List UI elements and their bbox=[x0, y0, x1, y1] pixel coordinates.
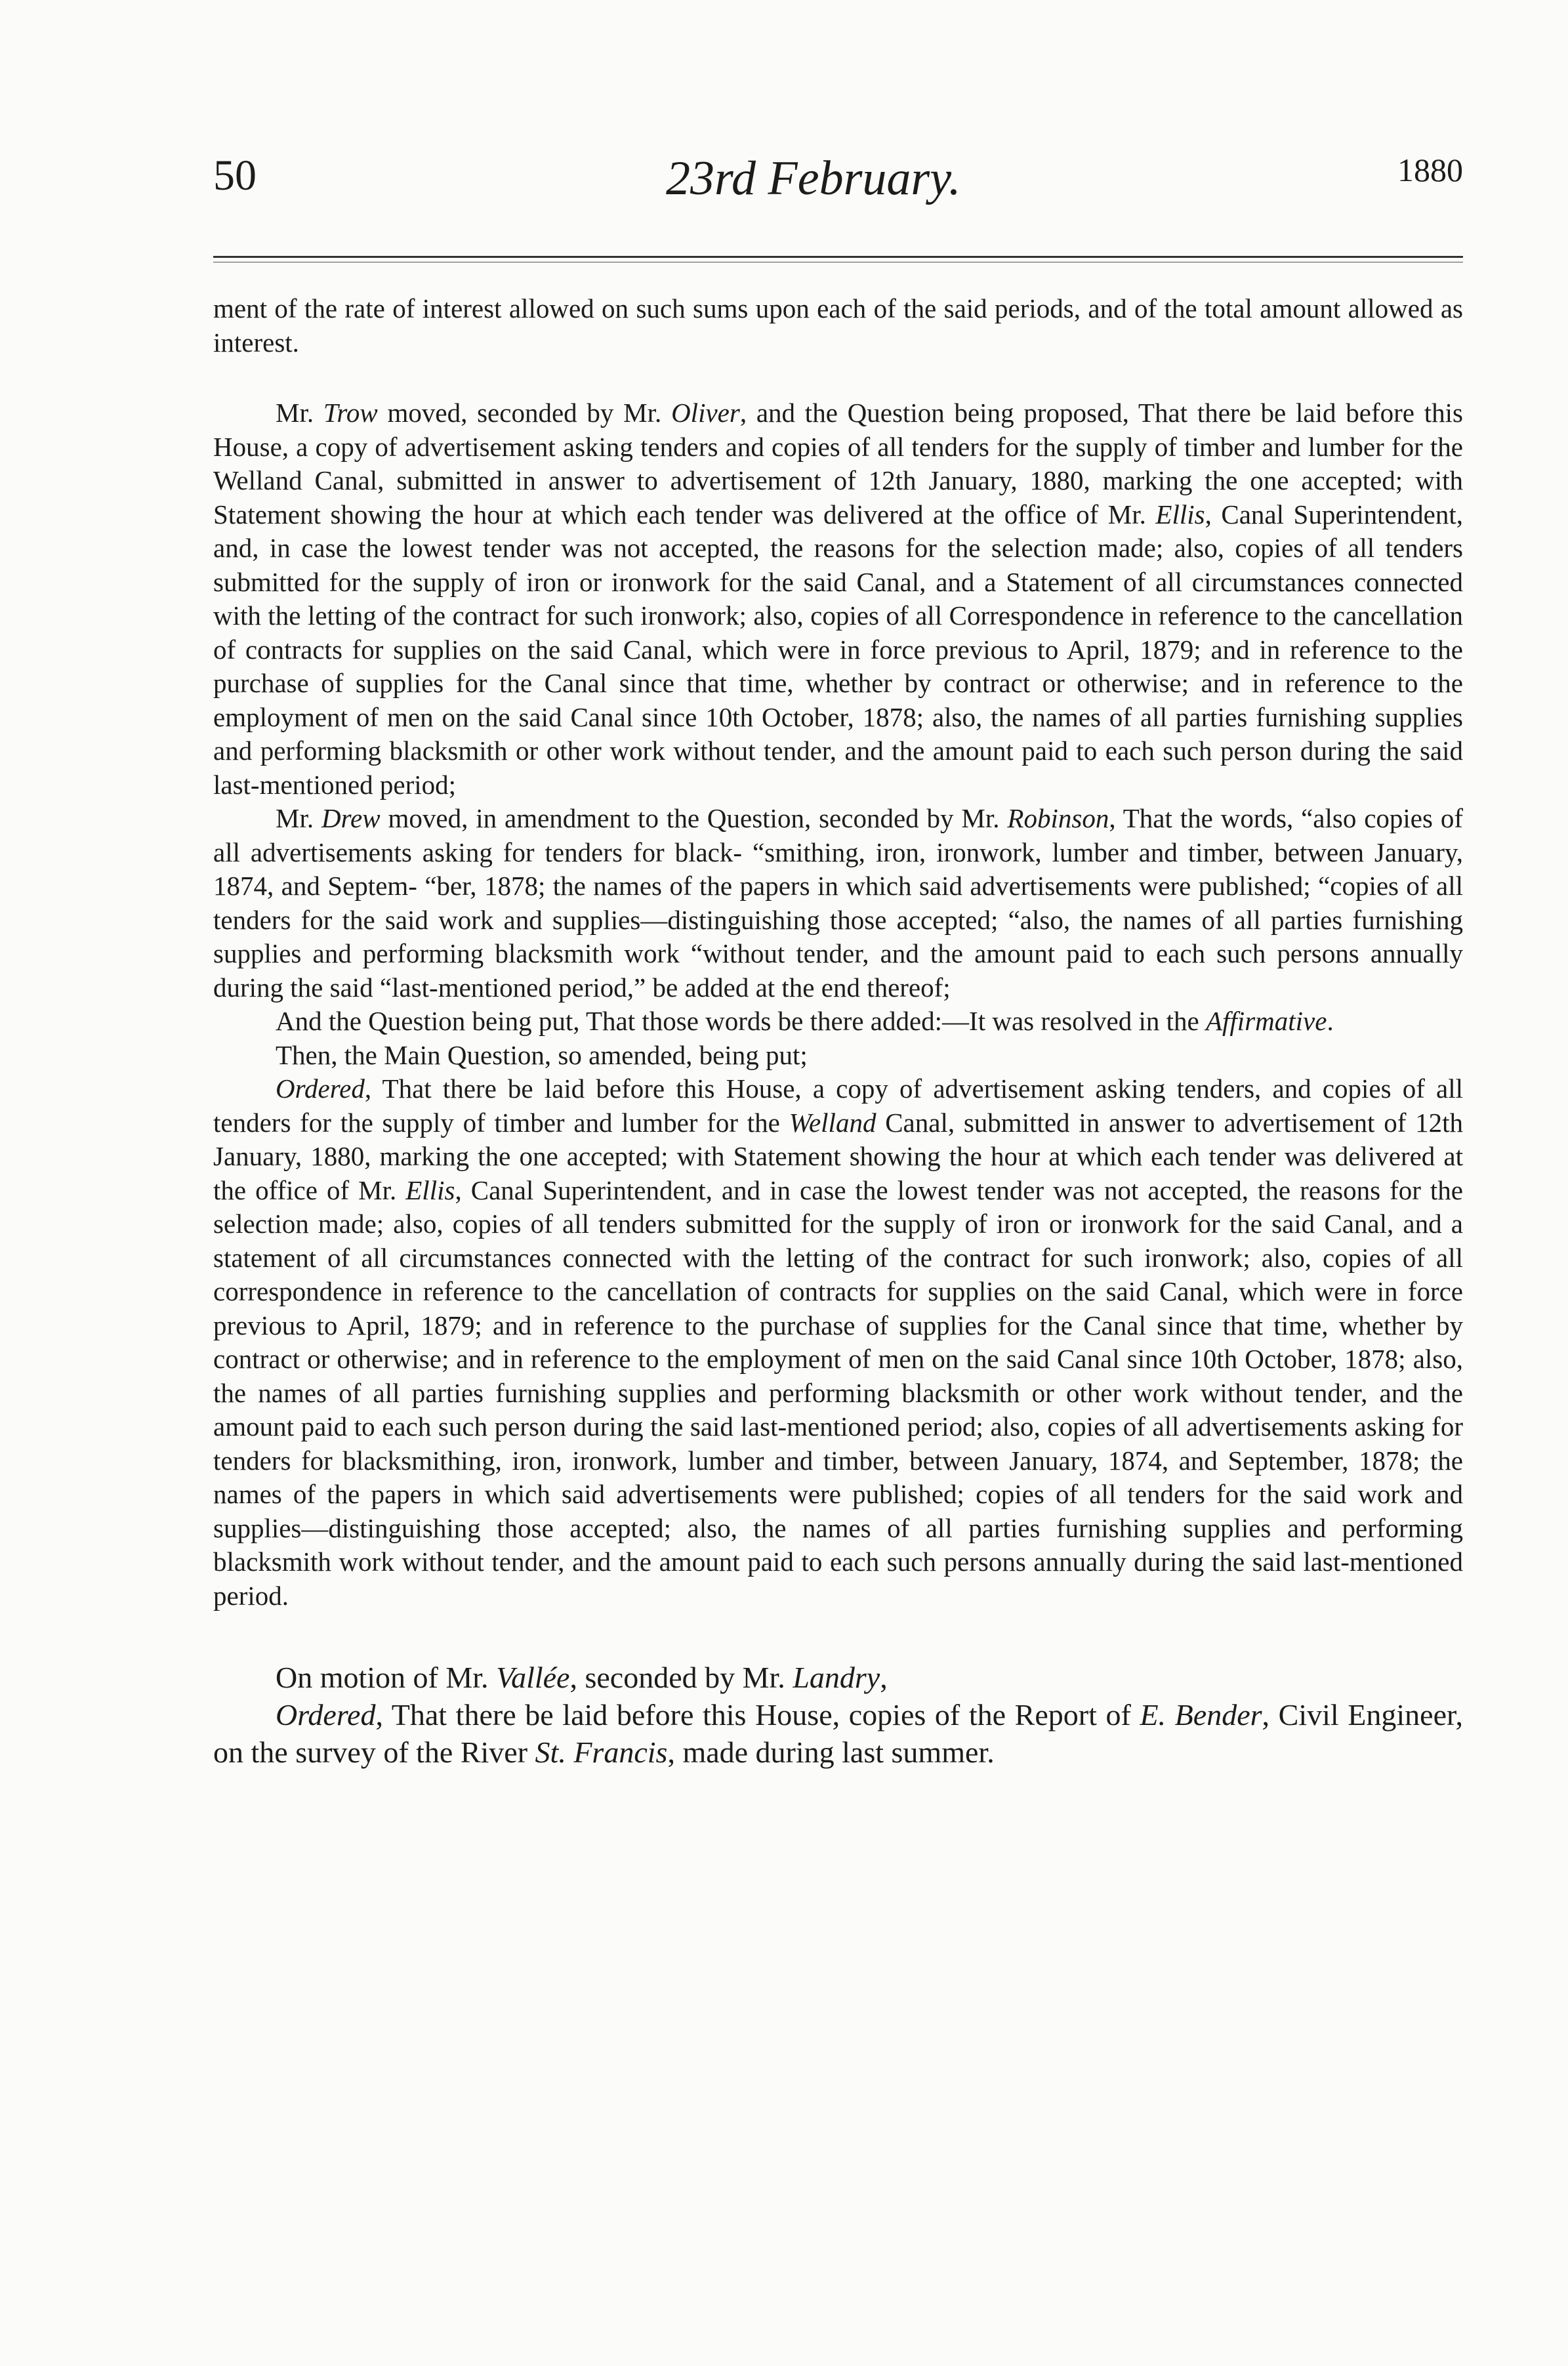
page-year: 1880 bbox=[1397, 152, 1463, 188]
seconder-name: Robinson bbox=[1007, 803, 1109, 833]
seconder-name: Landry bbox=[793, 1661, 880, 1694]
mover-name: Drew bbox=[321, 803, 381, 833]
paragraph-motion-trow: Mr. Trow moved, seconded by Mr. Oliver, and the Question being proposed, That there be laid before this House, a copy of advertisement asking tenders and copies of all tenders for the supply of timber and lumber for the Welland Canal, submitted in answer to advertisement of 12th January, 1880, marking the one accepted; with Statement showing the hour at which each tender was delivered at the office of Mr. Ellis, Canal Superintendent, and, in case the lowest tender was not accepted, the reasons for the selection made; also, copies of all tenders submitted for the supply of iron or ironwork for the said Canal, and a Statement of all circumstances connected with the letting of the contract for such ironwork; also, copies of all Correspondence in reference to the cancellation of contracts for supplies on the said Canal, which were in force previous to April, 1879; and in reference to the purchase of supplies for the Canal since that time, whether by contract or otherwise; and in reference to the employment of men on the said Canal since 10th October, 1878; also, the names of all parties furnishing supplies and performing blacksmith or other work without tender, and the amount paid to each such person during the said last-mentioned period; bbox=[213, 398, 1463, 800]
ordered-term: Ordered bbox=[276, 1698, 376, 1732]
document-body bbox=[213, 292, 1463, 1771]
paragraph-continued: ment of the rate of interest allowed on such sums upon each of the said periods, and of the total amount allowed as interest. bbox=[213, 293, 1463, 358]
mover-name: Trow bbox=[323, 398, 378, 428]
paragraph-ordered-report: Ordered, That there be laid before this House, copies of the Report of E. Bender, Civil Engineer, on the survey of the River St. Francis, made during last summer. bbox=[213, 1698, 1463, 1769]
document-page bbox=[213, 151, 1463, 1771]
canal-name: Welland bbox=[789, 1107, 877, 1138]
paragraph-ordered: Ordered, That there be laid before this House, a copy of advertisement asking tenders, and copies of all tenders for the supply of timber and lumber for the Welland Canal, submitted in answer to advertisement of 12th January, 1880, marking the one accepted; with Statement showing the hour at which each tender was delivered at the office of Mr. Ellis, Canal Superintendent, and in case the lowest tender was not accepted, the reasons for the selection made; also, copies of all tenders submitted for the supply of iron or ironwork for the said Canal, and a statement of all circumstances connected with the letting of the contract for such ironwork; also, copies of all correspondence in reference to the cancellation of contracts for supplies on the said Canal, which were in force previous to April, 1879; and in reference to the purchase of supplies for the Canal since that time, whether by contract or otherwise; and in reference to the employment of men on the said Canal since 10th October, 1878; also, the names of all parties furnishing supplies and performing blacksmith or other work without tender, and the amount paid to each such person during the said last-mentioned period; also, copies of all advertisements asking for tenders for blacksmithing, iron, ironwork, lumber and timber, between January, 1874, and September, 1878; the names of the papers in which said advertisements were published; copies of all tenders for the said work and supplies—distinguishing those accepted; also, the names of all parties furnishing supplies and performing blacksmith work without tender, and the amount paid to each such persons annually during the said last-mentioned period. bbox=[213, 1073, 1463, 1611]
ordered-term: Ordered bbox=[276, 1073, 365, 1104]
mover-name: Vallée bbox=[496, 1661, 570, 1694]
superintendent-name: Ellis bbox=[405, 1174, 455, 1205]
paragraph-amendment-drew: Mr. Drew moved, in amendment to the Question, seconded by Mr. Robinson, That the words, “also copies of all advertisements asking for tenders for black- “smithing, iron, ironwork, lumber and timber, between January, 1874, and Septem- “ber, 1878; the names of the papers in which said advertisements were published; “copies of all tenders for the said work and supplies—distinguishing those accepted; “also, the names of all parties furnishing supplies and performing blacksmith work “without tender, and the amount paid to each such persons annually during the said “last-mentioned period,” be added at the end thereof; bbox=[213, 803, 1464, 1003]
page-number: 50 bbox=[213, 152, 257, 199]
river-name: St. Francis bbox=[535, 1735, 668, 1769]
affirmative-term: Affirmative bbox=[1205, 1006, 1327, 1036]
seconder-name: Oliver bbox=[671, 398, 740, 428]
paragraph-main-question: Then, the Main Question, so amended, being put; bbox=[276, 1039, 808, 1070]
engineer-name: E. Bender bbox=[1140, 1698, 1262, 1732]
header-rule bbox=[213, 256, 1463, 262]
paragraph-motion-vallee: On motion of Mr. Vallée, seconded by Mr. Landry, bbox=[276, 1661, 888, 1694]
paragraph-resolved: And the Question being put, That those words be there added:—It was resolved in the Affirmative. bbox=[276, 1006, 1334, 1036]
running-title: 23rd February. bbox=[666, 152, 961, 205]
page-header bbox=[213, 151, 1463, 230]
superintendent-name: Ellis bbox=[1155, 499, 1205, 529]
